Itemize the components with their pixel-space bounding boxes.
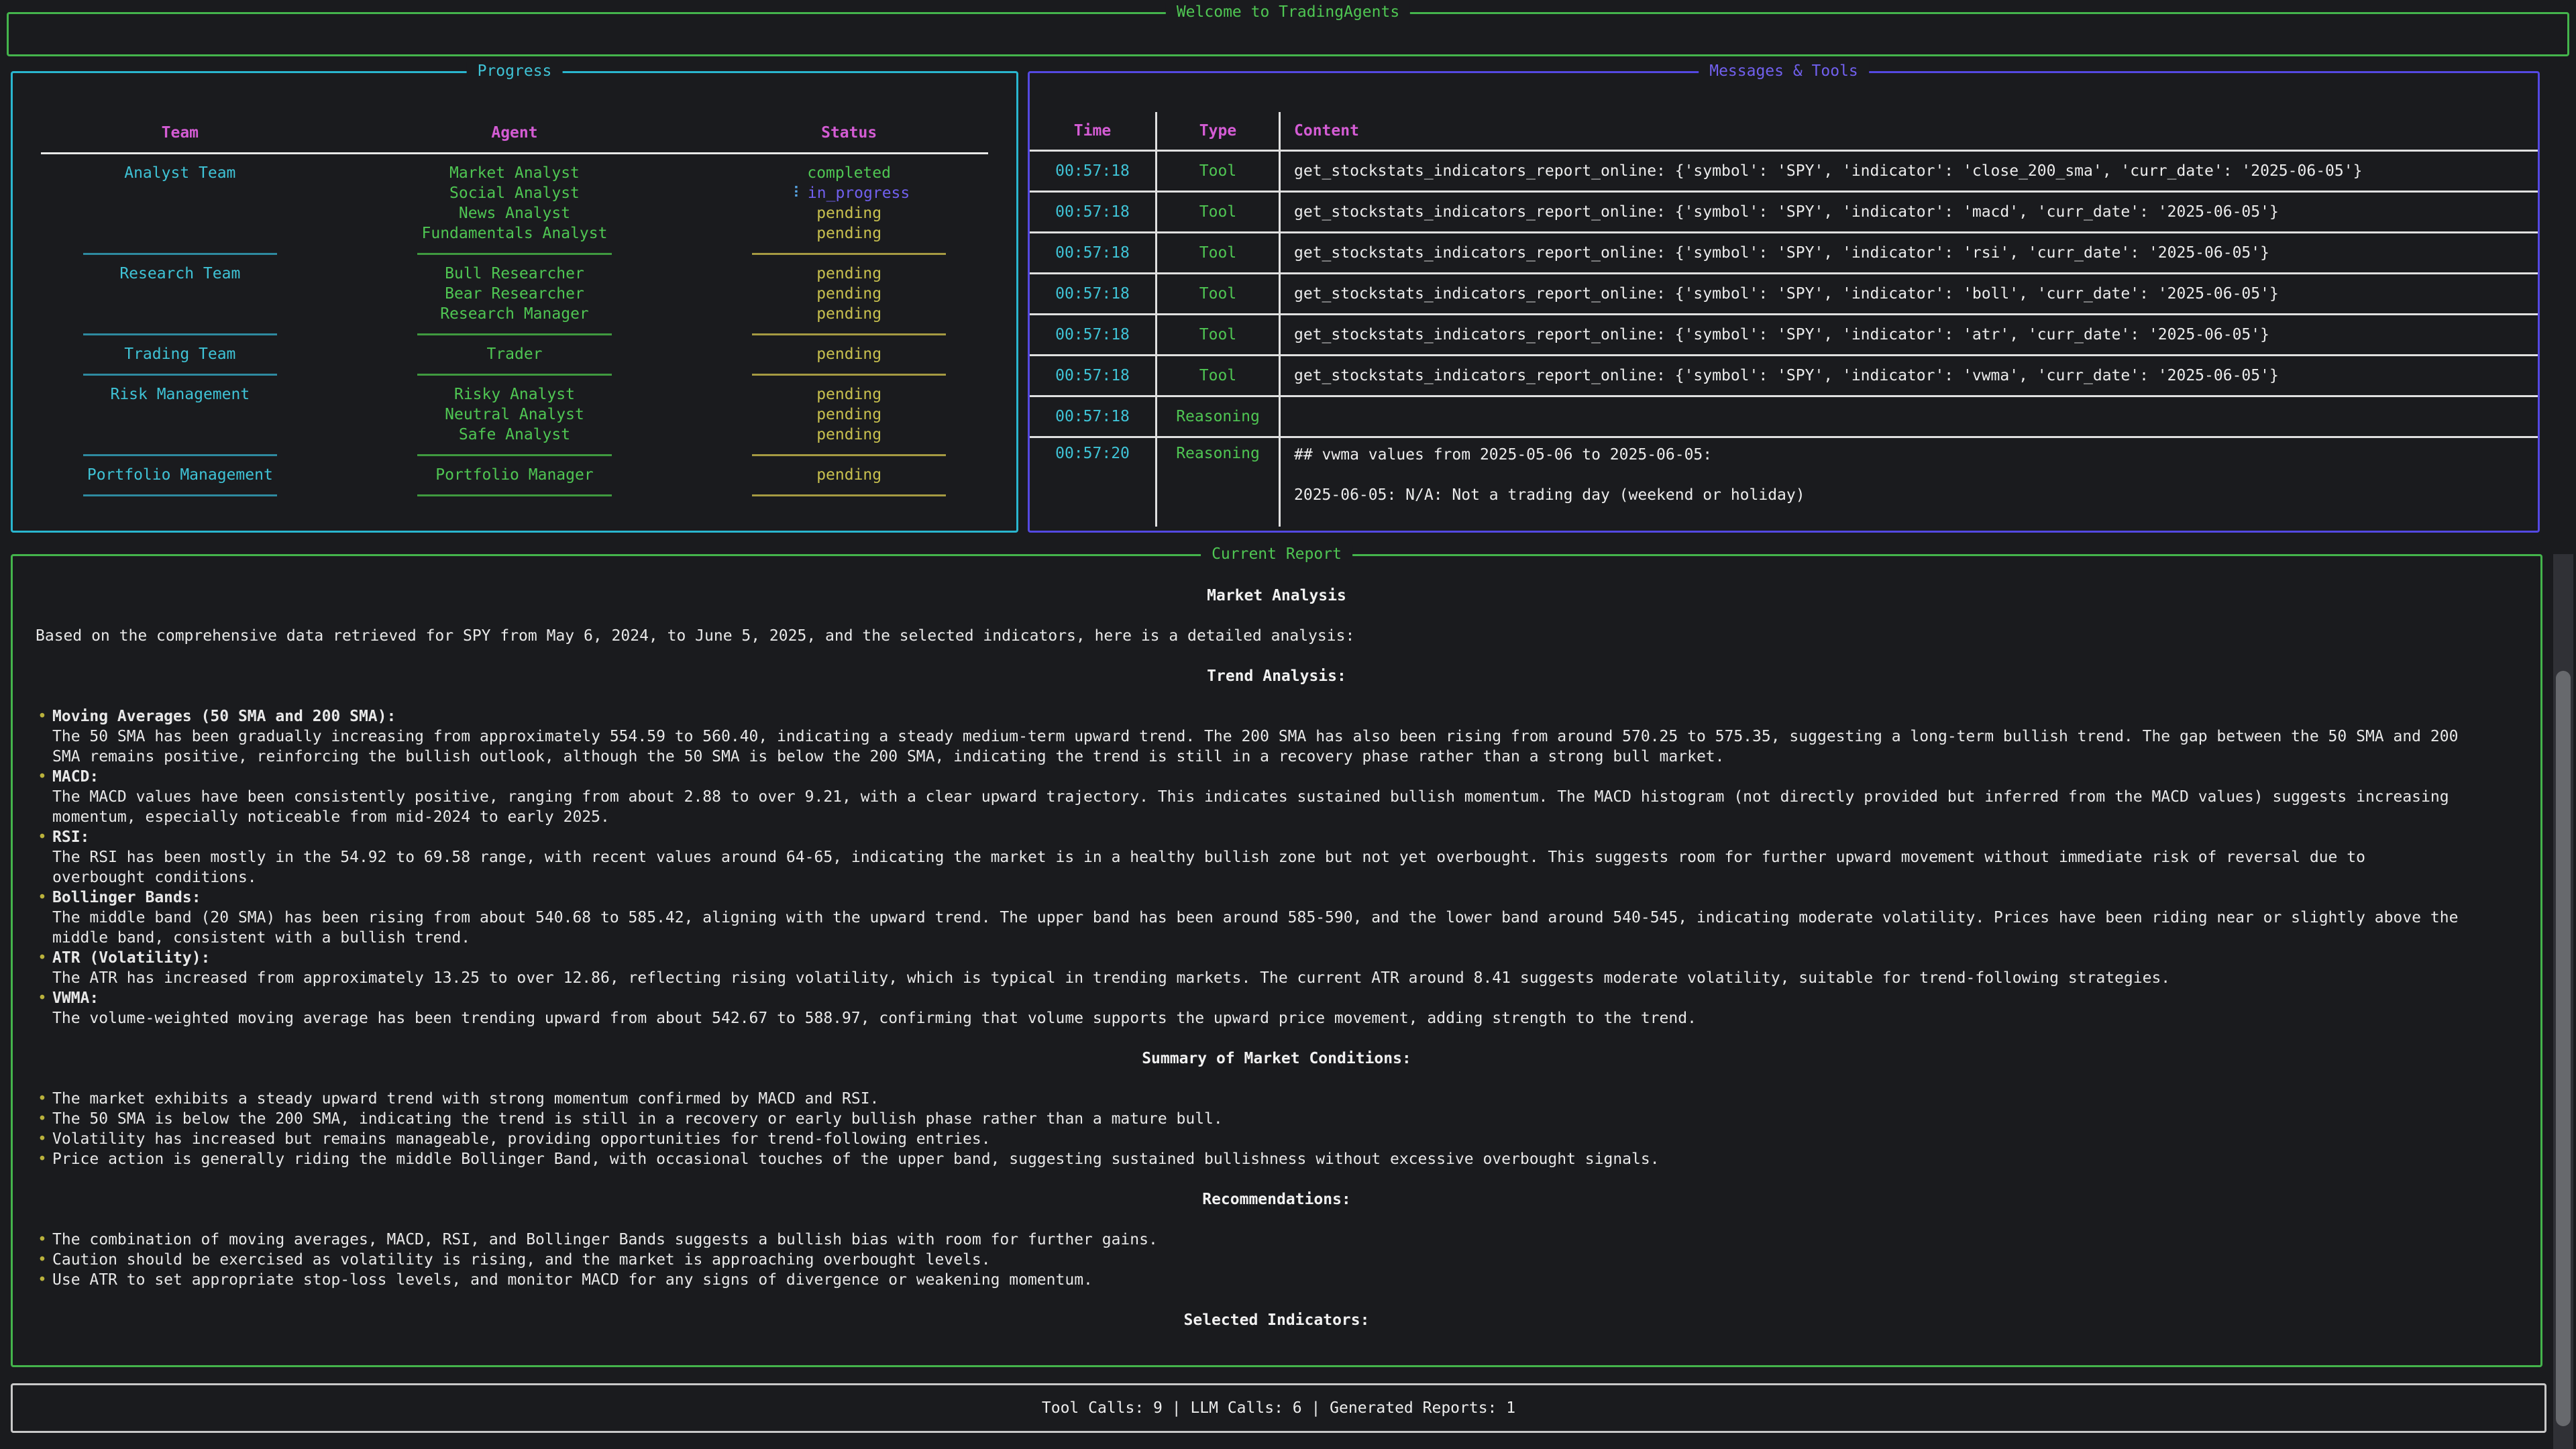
agent-name: Market Analyst xyxy=(449,164,580,182)
column-header-content: Content xyxy=(1294,122,1359,140)
table-row xyxy=(1030,152,2538,193)
recommendations-list xyxy=(33,1230,2520,1290)
bullet-icon: • xyxy=(38,949,47,967)
column-header-type: Type xyxy=(1157,112,1281,150)
table-row xyxy=(1030,356,2538,397)
agent-name: Social Analyst xyxy=(449,184,580,202)
agent-name: Portfolio Manager xyxy=(435,466,594,484)
message-content xyxy=(1281,397,2538,436)
list-item: • Price action is generally riding the middle Bollinger Band, with occasional touches of the upper band, suggesting sustained bullishness without excessive overbought signals. xyxy=(38,1150,1660,1168)
column-header-time: Time xyxy=(1030,112,1157,150)
table-row xyxy=(1030,193,2538,233)
bullet-icon: • xyxy=(38,1090,47,1108)
team-name: Portfolio Management xyxy=(87,466,273,484)
bullet-icon: • xyxy=(38,1271,47,1289)
message-type: Reasoning xyxy=(1157,438,1281,527)
agent-name: Fundamentals Analyst xyxy=(421,225,608,242)
column-header-status: Status xyxy=(821,124,877,142)
team-name: Risk Management xyxy=(110,386,250,403)
table-row xyxy=(13,425,1016,445)
welcome-banner xyxy=(7,3,2569,56)
progress-table xyxy=(13,123,1016,505)
table-row xyxy=(1030,438,2538,527)
summary-list xyxy=(33,1089,2520,1169)
group-separator xyxy=(13,364,1016,384)
group-separator xyxy=(13,244,1016,264)
trend-analysis-list xyxy=(33,706,2520,1028)
messages-table-header xyxy=(1030,112,2538,152)
report-panel-title: Current Report xyxy=(1201,545,1352,563)
list-item: • ATR (Volatility): The ATR has increased from approximately 13.25 to over 12.86, reflecting rising volatility, which is typical in trending markets. The current ATR around 8.41 suggests moderate volatility, suitable for trend-following strategies. xyxy=(38,949,2171,987)
bullet-icon: • xyxy=(38,1130,47,1148)
message-time: 00:57:18 xyxy=(1030,152,1157,191)
table-row xyxy=(13,304,1016,324)
status-badge: pending xyxy=(816,426,882,443)
vertical-scrollbar[interactable] xyxy=(2553,554,2573,1449)
message-type: Tool xyxy=(1157,356,1281,395)
message-time: 00:57:18 xyxy=(1030,356,1157,395)
bullet-icon: • xyxy=(38,768,47,786)
header-divider xyxy=(13,143,1016,163)
table-row xyxy=(13,344,1016,364)
message-time: 00:57:20 xyxy=(1030,438,1157,527)
list-item: • VWMA: The volume-weighted moving average has been trending upward from about 542.67 to 588.97, confirming that volume supports the upward price movement, adding strength to the trend. xyxy=(38,989,1697,1027)
agent-name: Research Manager xyxy=(440,305,589,323)
stats-bar xyxy=(11,1383,2546,1433)
status-badge: completed xyxy=(807,164,891,182)
bullet-icon: • xyxy=(38,1251,47,1269)
status-badge: pending xyxy=(816,466,882,484)
table-row xyxy=(13,163,1016,183)
agent-name: Neutral Analyst xyxy=(445,406,584,423)
group-separator xyxy=(13,324,1016,344)
status-badge: pending xyxy=(816,205,882,222)
message-time: 00:57:18 xyxy=(1030,274,1157,313)
bullet-icon: • xyxy=(38,708,47,725)
message-type: Tool xyxy=(1157,315,1281,354)
scrollbar-thumb[interactable] xyxy=(2556,671,2571,1426)
group-separator xyxy=(13,485,1016,505)
progress-table-header xyxy=(13,123,1016,143)
agent-name: Bear Researcher xyxy=(445,285,584,303)
spinner-icon: ⠸ xyxy=(788,184,800,202)
list-item: • Use ATR to set appropriate stop-loss levels, and monitor MACD for any signs of divergence or weakening momentum. xyxy=(38,1271,1093,1289)
bullet-icon: • xyxy=(38,1150,47,1168)
status-badge: pending xyxy=(816,285,882,303)
message-content: get_stockstats_indicators_report_online: {'symbol': 'SPY', 'indicator': 'boll', 'curr_date': '2025-06-05'} xyxy=(1294,285,2279,303)
status-badge: ⠸ in_progress xyxy=(788,184,910,202)
message-time: 00:57:18 xyxy=(1030,315,1157,354)
message-time: 00:57:18 xyxy=(1030,233,1157,272)
message-content: get_stockstats_indicators_report_online: {'symbol': 'SPY', 'indicator': 'vwma', 'curr_date': '2025-06-05'} xyxy=(1294,367,2279,384)
message-time: 00:57:18 xyxy=(1030,397,1157,436)
bullet-icon: • xyxy=(38,889,47,906)
bullet-icon: • xyxy=(38,1110,47,1128)
agent-name: Safe Analyst xyxy=(458,426,571,443)
agent-name: Bull Researcher xyxy=(445,265,584,282)
table-row xyxy=(1030,397,2538,438)
table-row xyxy=(13,465,1016,485)
list-item: • Bollinger Bands: The middle band (20 SMA) has been rising from about 540.68 to 585.42, aligning with the upward trend. The upper band has been around 585-590, and the lower band around 540-545, indicating moderate volatility. Prices have been riding near or slightly above the middle band, consistent with a bullish trend. xyxy=(38,889,2459,947)
table-row xyxy=(13,405,1016,425)
table-row xyxy=(13,264,1016,284)
status-badge: pending xyxy=(816,225,882,242)
list-item: • RSI: The RSI has been mostly in the 54.92 to 69.58 range, with recent values around 64-65, indicating the market is in a healthy bullish zone but not yet overbought. This suggests room for further upward movement without immediate risk of reversal due to overbought conditions. xyxy=(38,828,2365,886)
message-content: get_stockstats_indicators_report_online: {'symbol': 'SPY', 'indicator': 'close_200_sma', 'curr_date': '2025-06-05'} xyxy=(1294,162,2363,180)
report-title: Market Analysis xyxy=(1207,587,1346,604)
section-title-selected-indicators: Selected Indicators: xyxy=(1183,1311,1370,1329)
group-separator xyxy=(13,445,1016,465)
message-type: Tool xyxy=(1157,274,1281,313)
current-report-panel xyxy=(11,545,2542,1367)
message-time: 00:57:18 xyxy=(1030,193,1157,231)
messages-panel-title: Messages & Tools xyxy=(1699,62,1869,80)
message-type: Reasoning xyxy=(1157,397,1281,436)
table-row xyxy=(1030,274,2538,315)
message-content: get_stockstats_indicators_report_online: {'symbol': 'SPY', 'indicator': 'atr', 'curr_date': '2025-06-05'} xyxy=(1294,326,2269,343)
column-header-team: Team xyxy=(161,124,199,142)
message-content: get_stockstats_indicators_report_online: {'symbol': 'SPY', 'indicator': 'macd', 'curr_date': '2025-06-05'} xyxy=(1294,203,2279,221)
message-type: Tool xyxy=(1157,152,1281,191)
messages-table xyxy=(1030,112,2538,527)
welcome-title: Welcome to TradingAgents xyxy=(1166,3,1410,21)
table-row xyxy=(13,223,1016,244)
stats-text: Tool Calls: 9 | LLM Calls: 6 | Generated Reports: 1 xyxy=(1041,1399,1516,1417)
list-item: • MACD: The MACD values have been consistently positive, ranging from about 2.88 to over 9.21, with a clear upward trajectory. This indicates sustained bullish momentum. The MACD histogram (not directly provided but inferred from the MACD values) suggests increasing momentum, especially noticeable from mid-2024 to early 2025. xyxy=(38,768,2449,826)
message-content: get_stockstats_indicators_report_online: {'symbol': 'SPY', 'indicator': 'rsi', 'curr_date': '2025-06-05'} xyxy=(1294,244,2269,262)
progress-panel-title: Progress xyxy=(467,62,563,80)
team-name: Trading Team xyxy=(124,345,236,363)
bullet-icon: • xyxy=(38,1231,47,1248)
bullet-icon: • xyxy=(38,989,47,1007)
message-content xyxy=(1281,438,2538,527)
table-row xyxy=(1030,315,2538,356)
section-title-trend-analysis: Trend Analysis: xyxy=(1207,667,1346,685)
progress-panel xyxy=(11,62,1018,533)
agent-name: News Analyst xyxy=(458,205,571,222)
messages-panel xyxy=(1028,62,2540,533)
bullet-icon: • xyxy=(38,828,47,846)
team-name: Research Team xyxy=(119,265,241,282)
status-badge: pending xyxy=(816,305,882,323)
table-row xyxy=(1030,233,2538,274)
team-name: Analyst Team xyxy=(124,164,236,182)
list-item: • Volatility has increased but remains manageable, providing opportunities for trend-following entries. xyxy=(38,1130,991,1148)
status-badge: pending xyxy=(816,406,882,423)
message-content-line: 2025-06-05: N/A: Not a trading day (weekend or holiday) xyxy=(1294,486,1805,504)
status-badge: pending xyxy=(816,345,882,363)
table-row xyxy=(13,203,1016,223)
list-item: • The market exhibits a steady upward trend with strong momentum confirmed by MACD and RSI. xyxy=(38,1090,879,1108)
list-item: • Moving Averages (50 SMA and 200 SMA): The 50 SMA has been gradually increasing from approximately 554.59 to 560.40, indicating a steady medium-term upward trend. The 200 SMA has also been rising from around 570.25 to 575.35, suggesting a long-term bullish trend. The gap between the 50 SMA and 200 SMA remains positive, reinforcing the bullish outlook, although the 50 SMA is below the 200 SMA, indicating the trend is still in a recovery phase rather than a strong bull market. xyxy=(38,708,2459,765)
message-content-line: ## vwma values from 2025-05-06 to 2025-06-05: xyxy=(1294,446,1713,464)
report-intro: Based on the comprehensive data retrieved for SPY from May 6, 2024, to June 5, 2025, and the selected indicators, here is a detailed analysis: xyxy=(36,627,1355,645)
list-item: • The combination of moving averages, MACD, RSI, and Bollinger Bands suggests a bullish bias with room for further gains. xyxy=(38,1231,1158,1248)
table-row xyxy=(13,183,1016,203)
column-header-agent: Agent xyxy=(491,124,538,142)
message-type: Tool xyxy=(1157,193,1281,231)
list-item: • Caution should be exercised as volatility is rising, and the market is approaching overbought levels. xyxy=(38,1251,991,1269)
status-badge: pending xyxy=(816,265,882,282)
list-item: • The 50 SMA is below the 200 SMA, indicating the trend is still in a recovery or early bullish phase rather than a mature bull. xyxy=(38,1110,1223,1128)
table-row xyxy=(13,284,1016,304)
status-badge: pending xyxy=(816,386,882,403)
table-row xyxy=(13,384,1016,405)
agent-name: Risky Analyst xyxy=(453,386,575,403)
section-title-recommendations: Recommendations: xyxy=(1202,1191,1351,1208)
message-type: Tool xyxy=(1157,233,1281,272)
report-body xyxy=(13,556,2540,1330)
section-title-summary: Summary of Market Conditions: xyxy=(1142,1050,1411,1067)
agent-name: Trader xyxy=(486,345,543,363)
